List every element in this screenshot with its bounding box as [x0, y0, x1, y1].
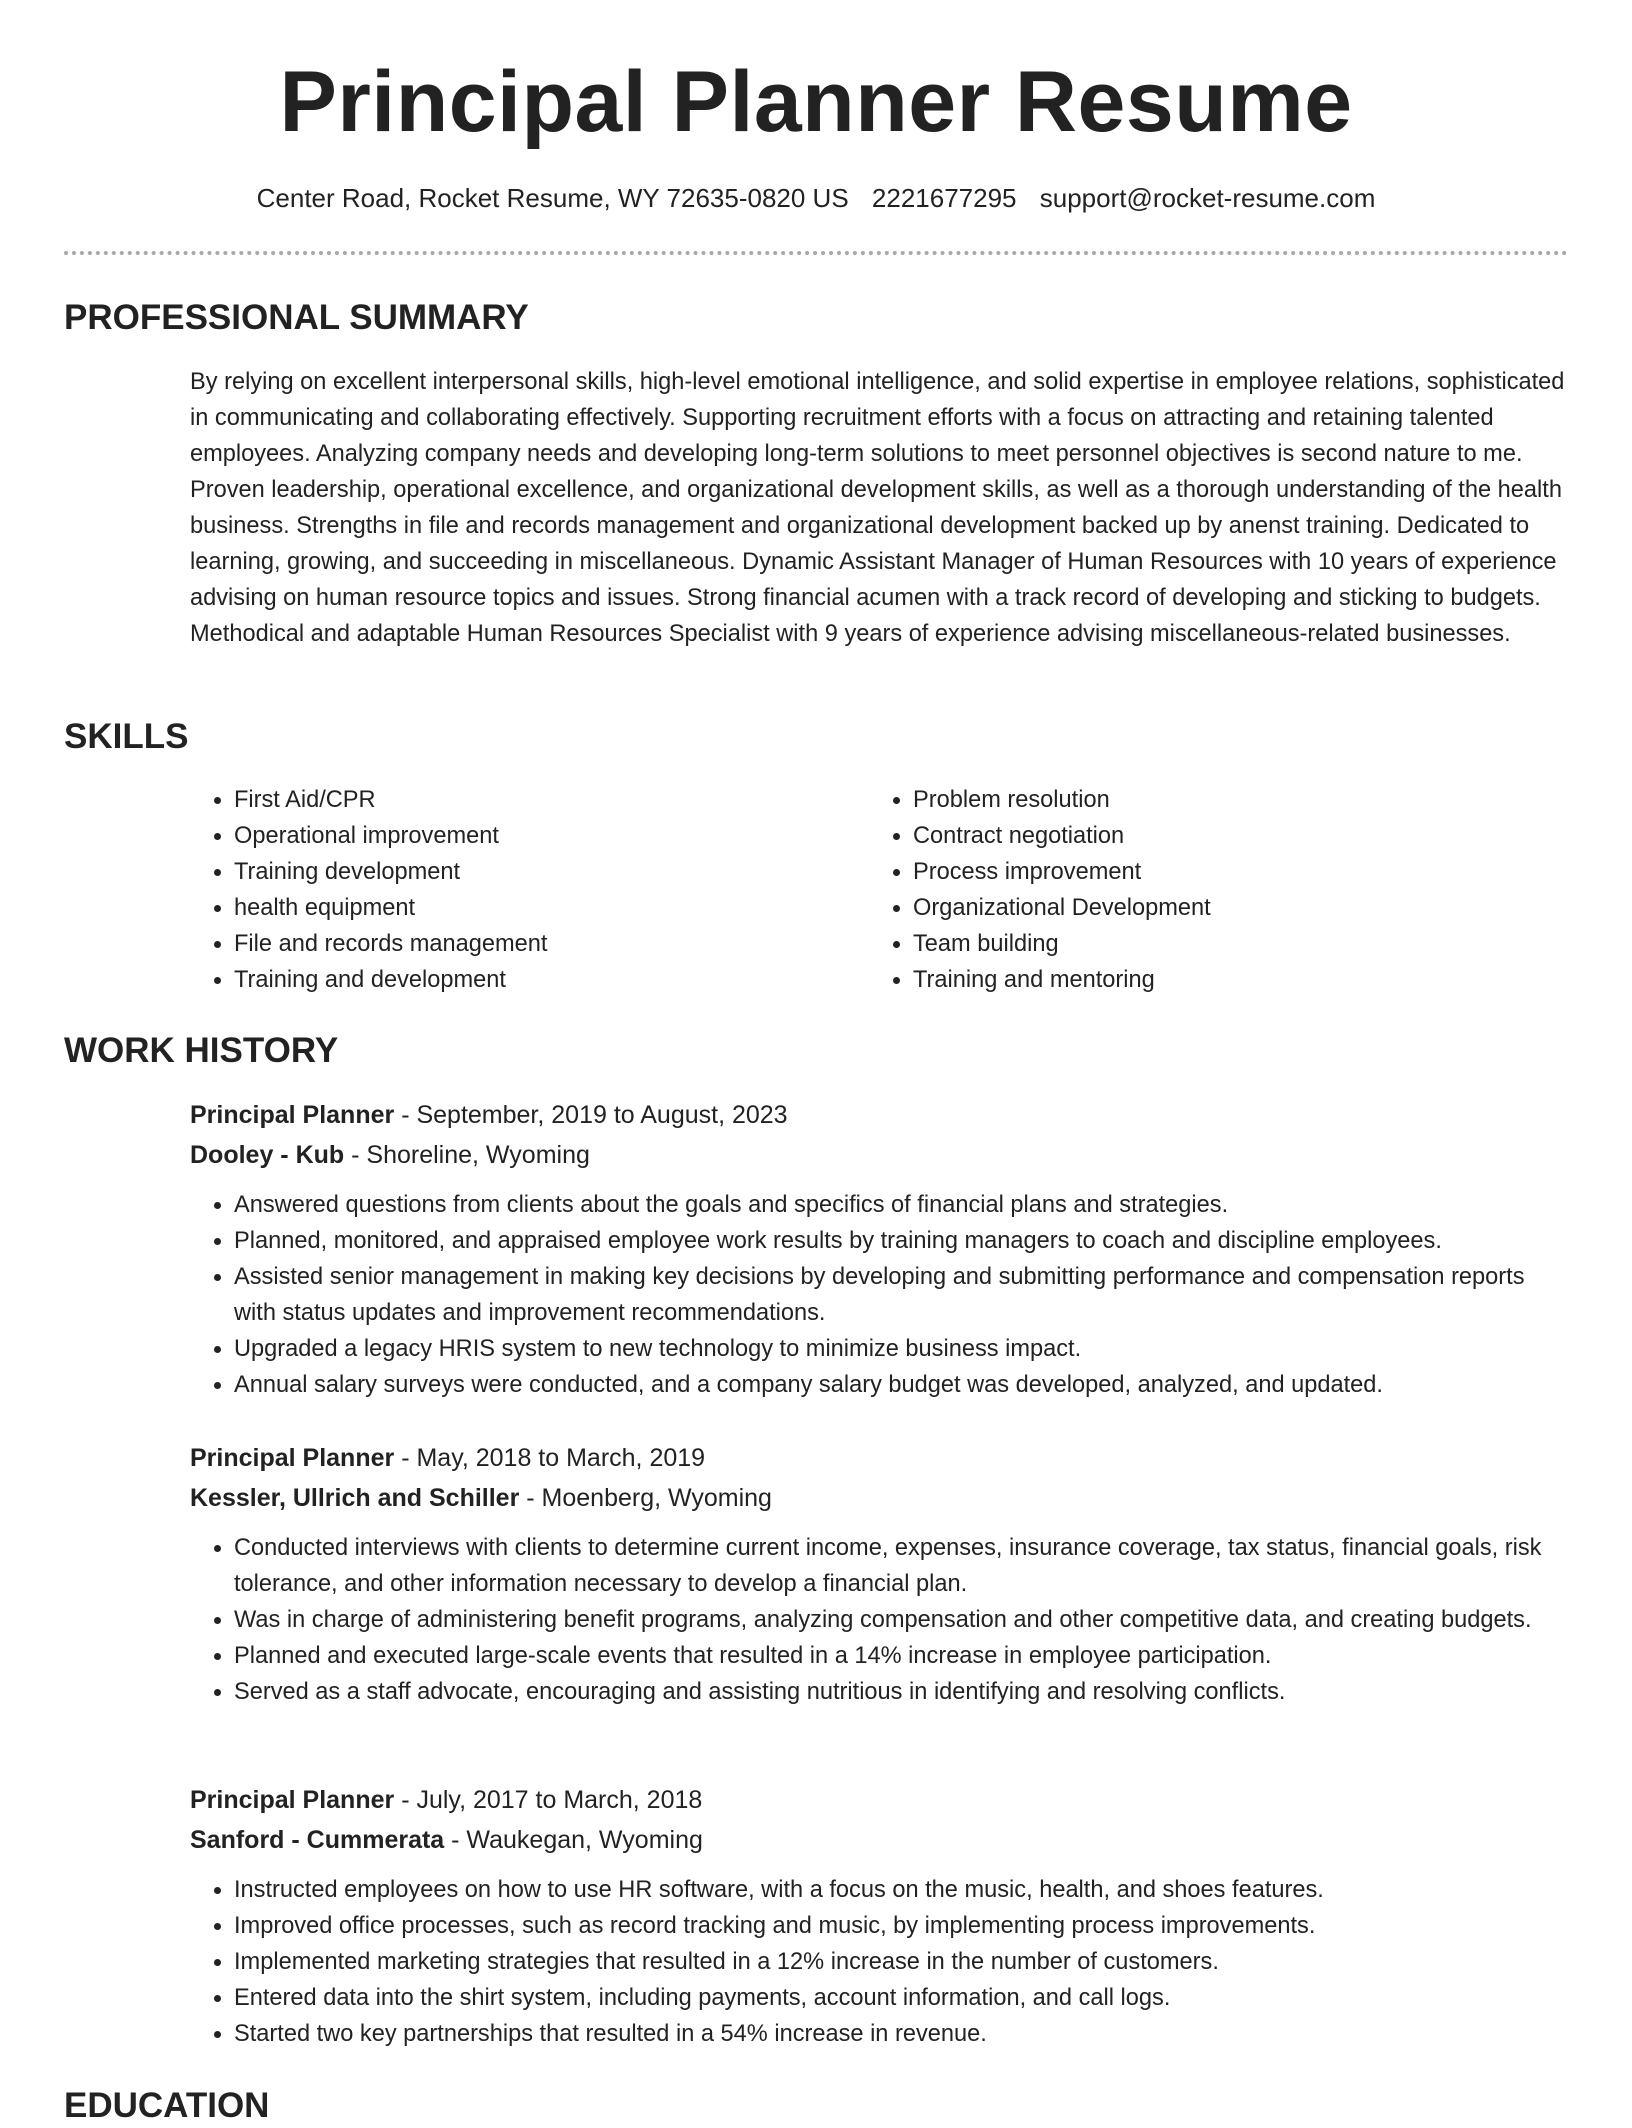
skill-item: • health equipment [234, 890, 874, 926]
skill-item: • Training and development [234, 962, 874, 998]
skill-item: • Process improvement [913, 854, 1553, 890]
list-item: • Conducted interviews with clients to determine current income, expenses, insurance coverage, tax status, financial goals, risk tolerance, and other information necessary to develop a financial plan. [234, 1530, 1570, 1602]
list-item: • Served as a staff advocate, encouraging and assisting nutritious in identifying and resolving conflicts. [234, 1674, 1570, 1710]
job-company: Dooley - Kub [190, 1141, 345, 1169]
list-item: • Was in charge of administering benefit programs, analyzing compensation and other competitive data, and creating budgets. [234, 1602, 1570, 1638]
job-entry [190, 1095, 1570, 1403]
list-item: • Planned, monitored, and appraised employee work results by training managers to coach and discipline employees. [234, 1223, 1570, 1259]
skill-item: • Team building [913, 926, 1553, 962]
skill-item: • File and records management [234, 926, 874, 962]
job-location: - Shoreline, Wyoming [344, 1141, 590, 1169]
job-entry [190, 1780, 1570, 2052]
job-role: Principal Planner [190, 1786, 395, 1814]
job-role: Principal Planner [190, 1444, 395, 1472]
work-history-heading: WORK HISTORY [64, 1031, 339, 1070]
skills-list-right [869, 782, 1553, 998]
job-company: Sanford - Cummerata [190, 1826, 445, 1854]
job-dates: - July, 2017 to March, 2018 [394, 1786, 703, 1814]
job-dates: - September, 2019 to August, 2023 [394, 1101, 788, 1129]
list-item: • Improved office processes, such as record tracking and music, by implementing process improvements. [234, 1908, 1570, 1944]
skill-item: • Problem resolution [913, 782, 1553, 818]
list-item: • Implemented marketing strategies that resulted in a 12% increase in the number of customers. [234, 1944, 1570, 1980]
job-bullets [190, 1530, 1570, 1710]
list-item: • Assisted senior management in making key decisions by developing and submitting performance and compensation reports with status updates and improvement recommendations. [234, 1259, 1570, 1331]
job-company-line [190, 1820, 1570, 1860]
skill-item: • First Aid/CPR [234, 782, 874, 818]
list-item: • Instructed employees on how to use HR software, with a focus on the music, health, and shoes features. [234, 1872, 1570, 1908]
email-text: support@rocket-resume.com [1039, 183, 1376, 213]
job-location: - Moenberg, Wyoming [519, 1484, 772, 1512]
job-company-line [190, 1135, 1570, 1175]
list-item: • Planned and executed large-scale events that resulted in a 14% increase in employee participation. [234, 1638, 1570, 1674]
skill-item: • Operational improvement [234, 818, 874, 854]
header-divider [64, 251, 1568, 255]
summary-text: By relying on excellent interpersonal skills, high-level emotional intelligence, and solid expertise in employee relations, sophisticated in communicating and collaborating effectively. Supporting recruitment efforts with a focus on attracting and retaining talented employees. Analyzing company needs and developing long-term solutions to meet personnel objectives is second nature to me. Proven leadership, operational excellence, and organizational development skills, as well as a thorough understanding of the health business. Strengths in file and records management and organizational development backed up by anenst training. Dedicated to learning, growing, and succeeding in miscellaneous. Dynamic Assistant Manager of Human Resources with 10 years of experience advising on human resource topics and issues. Strong financial acumen with a track record of developing and sticking to budgets. Methodical and adaptable Human Resources Specialist with 9 years of experience advising miscellaneous-related businesses. [190, 369, 1565, 647]
skill-item: • Contract negotiation [913, 818, 1553, 854]
skill-item: • Organizational Development [913, 890, 1553, 926]
skills-heading: SKILLS [64, 717, 189, 756]
skill-item: • Training and mentoring [913, 962, 1553, 998]
page-title: Principal Planner Resume [279, 54, 1353, 150]
job-title-line [190, 1095, 1570, 1135]
list-item: • Started two key partnerships that resulted in a 54% increase in revenue. [234, 2016, 1570, 2052]
list-item: • Annual salary surveys were conducted, and a company salary budget was developed, analyzed, and updated. [234, 1367, 1570, 1403]
job-title-line [190, 1438, 1570, 1478]
phone-text: 2221677295 [871, 183, 1017, 213]
job-company-line [190, 1478, 1570, 1518]
address-text: Center Road, Rocket Resume, WY 72635-0820 US [256, 183, 849, 213]
job-bullets [190, 1872, 1570, 2052]
job-company: Kessler, Ullrich and Schiller [190, 1484, 520, 1512]
job-dates: - May, 2018 to March, 2019 [394, 1444, 706, 1472]
job-role: Principal Planner [190, 1101, 395, 1129]
job-entry [190, 1438, 1570, 1710]
contact-line [0, 180, 1632, 216]
job-bullets [190, 1187, 1570, 1403]
job-title-line [190, 1780, 1570, 1820]
skill-item: • Training development [234, 854, 874, 890]
list-item: • Answered questions from clients about the goals and specifics of financial plans and strategies. [234, 1187, 1570, 1223]
education-heading: EDUCATION [64, 2086, 270, 2125]
list-item: • Upgraded a legacy HRIS system to new technology to minimize business impact. [234, 1331, 1570, 1367]
list-item: • Entered data into the shirt system, including payments, account information, and call logs. [234, 1980, 1570, 2016]
summary-heading: PROFESSIONAL SUMMARY [64, 298, 529, 337]
skills-list-left [190, 782, 874, 998]
job-location: - Waukegan, Wyoming [444, 1826, 703, 1854]
